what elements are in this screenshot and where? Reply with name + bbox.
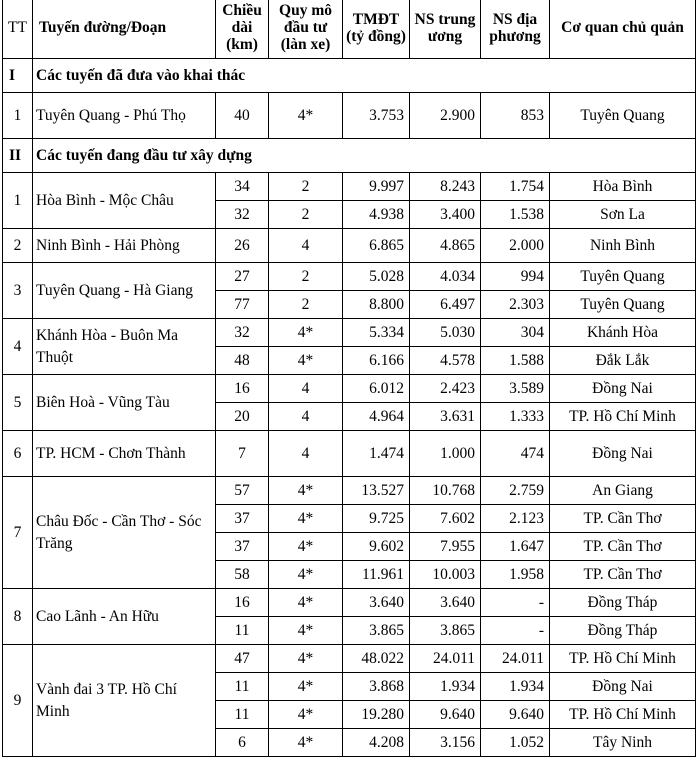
route-name: Cao Lãnh - An Hữu — [33, 589, 216, 645]
tmdt-cell: 3.865 — [343, 617, 410, 645]
scale-cell: 4* — [269, 533, 343, 561]
tmdt-cell: 3.640 — [343, 589, 410, 617]
agency-cell: Tuyên Quang — [550, 263, 696, 291]
tmdt-cell: 4.938 — [343, 201, 410, 229]
ns-central-cell: 24.011 — [410, 645, 481, 673]
header-route: Tuyến đường/Đoạn — [33, 0, 216, 59]
ns-central-cell: 10.003 — [410, 561, 481, 589]
agency-cell: Đồng Nai — [550, 673, 696, 701]
scale-cell: 4* — [269, 477, 343, 505]
row-number: 1 — [3, 93, 33, 139]
length-cell: 34 — [216, 173, 269, 201]
ns-local-cell: 853 — [481, 93, 550, 139]
scale-cell: 4 — [269, 431, 343, 477]
length-cell: 58 — [216, 561, 269, 589]
length-cell: 11 — [216, 701, 269, 729]
length-cell: 11 — [216, 617, 269, 645]
agency-cell: An Giang — [550, 477, 696, 505]
route-name: TP. HCM - Chơn Thành — [33, 431, 216, 477]
length-cell: 48 — [216, 347, 269, 375]
ns-central-cell: 1.000 — [410, 431, 481, 477]
row-number: 9 — [3, 645, 33, 757]
length-cell: 57 — [216, 477, 269, 505]
tmdt-cell: 1.474 — [343, 431, 410, 477]
ns-local-cell: 1.538 — [481, 201, 550, 229]
length-cell: 7 — [216, 431, 269, 477]
ns-central-cell: 7.955 — [410, 533, 481, 561]
header-agency: Cơ quan chủ quản — [550, 0, 696, 59]
section-row — [3, 139, 696, 173]
ns-local-cell: 1.588 — [481, 347, 550, 375]
scale-cell: 4 — [269, 375, 343, 403]
scale-cell: 2 — [269, 263, 343, 291]
ns-central-cell: 4.578 — [410, 347, 481, 375]
ns-central-cell: 3.400 — [410, 201, 481, 229]
section-number: I — [3, 59, 33, 93]
tmdt-cell: 6.166 — [343, 347, 410, 375]
header-ns-local: NS địa phương — [481, 0, 550, 59]
tmdt-cell: 9.725 — [343, 505, 410, 533]
ns-central-cell: 5.030 — [410, 319, 481, 347]
length-cell: 27 — [216, 263, 269, 291]
tmdt-cell: 4.208 — [343, 729, 410, 757]
agency-cell: Hòa Bình — [550, 173, 696, 201]
scale-cell: 4* — [269, 93, 343, 139]
ns-local-cell: - — [481, 589, 550, 617]
tmdt-cell: 13.527 — [343, 477, 410, 505]
row-number: 1 — [3, 173, 33, 229]
agency-cell: Đồng Tháp — [550, 617, 696, 645]
row-number: 2 — [3, 229, 33, 263]
row-number: 4 — [3, 319, 33, 375]
agency-cell: TP. Cần Thơ — [550, 533, 696, 561]
length-cell: 40 — [216, 93, 269, 139]
agency-cell: Đồng Nai — [550, 431, 696, 477]
ns-local-cell: 2.759 — [481, 477, 550, 505]
ns-local-cell: 994 — [481, 263, 550, 291]
section-title: Các tuyến đang đầu tư xây dựng — [33, 139, 696, 173]
ns-central-cell: 10.768 — [410, 477, 481, 505]
scale-cell: 4* — [269, 561, 343, 589]
agency-cell: Đồng Nai — [550, 375, 696, 403]
agency-cell: Sơn La — [550, 201, 696, 229]
section-number: II — [3, 139, 33, 173]
agency-cell: Ninh Bình — [550, 229, 696, 263]
ns-central-cell: 4.865 — [410, 229, 481, 263]
scale-cell: 4 — [269, 403, 343, 431]
ns-local-cell: 9.640 — [481, 701, 550, 729]
agency-cell: TP. Hồ Chí Minh — [550, 403, 696, 431]
ns-local-cell: 1.052 — [481, 729, 550, 757]
tmdt-cell: 5.028 — [343, 263, 410, 291]
tmdt-cell: 3.868 — [343, 673, 410, 701]
tmdt-cell: 6.865 — [343, 229, 410, 263]
table-row — [3, 431, 696, 477]
scale-cell: 4* — [269, 617, 343, 645]
ns-local-cell: 474 — [481, 431, 550, 477]
length-cell: 32 — [216, 201, 269, 229]
ns-local-cell: - — [481, 617, 550, 645]
table-row — [3, 477, 696, 505]
ns-local-cell: 1.647 — [481, 533, 550, 561]
header-row — [3, 0, 696, 59]
tmdt-cell: 9.997 — [343, 173, 410, 201]
length-cell: 16 — [216, 375, 269, 403]
scale-cell: 4* — [269, 701, 343, 729]
scale-cell: 4* — [269, 505, 343, 533]
table-row — [3, 589, 696, 617]
ns-local-cell: 1.754 — [481, 173, 550, 201]
row-number: 7 — [3, 477, 33, 589]
scale-cell: 4* — [269, 319, 343, 347]
table-row — [3, 229, 696, 263]
row-number: 6 — [3, 431, 33, 477]
ns-local-cell: 3.589 — [481, 375, 550, 403]
tmdt-cell: 19.280 — [343, 701, 410, 729]
length-cell: 26 — [216, 229, 269, 263]
scale-cell: 2 — [269, 291, 343, 319]
scale-cell: 4* — [269, 673, 343, 701]
header-tmdt: TMĐT (tỷ đồng) — [343, 0, 410, 59]
agency-cell: Tuyên Quang — [550, 93, 696, 139]
table-row — [3, 375, 696, 403]
ns-local-cell: 1.958 — [481, 561, 550, 589]
length-cell: 6 — [216, 729, 269, 757]
ns-central-cell: 2.900 — [410, 93, 481, 139]
tmdt-cell: 48.022 — [343, 645, 410, 673]
agency-cell: TP. Hồ Chí Minh — [550, 701, 696, 729]
length-cell: 11 — [216, 673, 269, 701]
ns-central-cell: 3.156 — [410, 729, 481, 757]
header-length: Chiều dài (km) — [216, 0, 269, 59]
ns-central-cell: 7.602 — [410, 505, 481, 533]
table-row — [3, 93, 696, 139]
tmdt-cell: 8.800 — [343, 291, 410, 319]
scale-cell: 4* — [269, 347, 343, 375]
ns-central-cell: 6.497 — [410, 291, 481, 319]
route-name: Hòa Bình - Mộc Châu — [33, 173, 216, 229]
row-number: 8 — [3, 589, 33, 645]
route-name: Châu Đốc - Cần Thơ - Sóc Trăng — [33, 477, 216, 589]
row-number: 3 — [3, 263, 33, 319]
ns-local-cell: 2.303 — [481, 291, 550, 319]
agency-cell: TP. Cần Thơ — [550, 561, 696, 589]
ns-central-cell: 8.243 — [410, 173, 481, 201]
agency-cell: TP. Cần Thơ — [550, 505, 696, 533]
scale-cell: 4* — [269, 729, 343, 757]
header-scale: Quy mô đầu tư (làn xe) — [269, 0, 343, 59]
route-name: Khánh Hòa - Buôn Ma Thuột — [33, 319, 216, 375]
tmdt-cell: 4.964 — [343, 403, 410, 431]
ns-central-cell: 4.034 — [410, 263, 481, 291]
scale-cell: 4* — [269, 589, 343, 617]
table-row — [3, 173, 696, 201]
agency-cell: Đắk Lắk — [550, 347, 696, 375]
agency-cell: TP. Hồ Chí Minh — [550, 645, 696, 673]
scale-cell: 4* — [269, 645, 343, 673]
table-row — [3, 645, 696, 673]
scale-cell: 4 — [269, 229, 343, 263]
row-number: 5 — [3, 375, 33, 431]
ns-central-cell: 3.865 — [410, 617, 481, 645]
header-ns-central: NS trung ương — [410, 0, 481, 59]
tmdt-cell: 5.334 — [343, 319, 410, 347]
length-cell: 37 — [216, 533, 269, 561]
tmdt-cell: 3.753 — [343, 93, 410, 139]
route-name: Tuyên Quang - Hà Giang — [33, 263, 216, 319]
route-name: Biên Hoà - Vũng Tàu — [33, 375, 216, 431]
tmdt-cell: 9.602 — [343, 533, 410, 561]
ns-central-cell: 3.640 — [410, 589, 481, 617]
agency-cell: Tây Ninh — [550, 729, 696, 757]
ns-central-cell: 9.640 — [410, 701, 481, 729]
tmdt-cell: 11.961 — [343, 561, 410, 589]
ns-local-cell: 2.123 — [481, 505, 550, 533]
header-tt: TT — [3, 0, 33, 59]
route-name: Tuyên Quang - Phú Thọ — [33, 93, 216, 139]
table-row — [3, 263, 696, 291]
ns-central-cell: 1.934 — [410, 673, 481, 701]
agency-cell: Khánh Hòa — [550, 319, 696, 347]
agency-cell: Đồng Tháp — [550, 589, 696, 617]
tmdt-cell: 6.012 — [343, 375, 410, 403]
table-body — [3, 59, 696, 757]
length-cell: 47 — [216, 645, 269, 673]
expressway-investment-table — [2, 0, 696, 757]
ns-local-cell: 1.934 — [481, 673, 550, 701]
scale-cell: 2 — [269, 173, 343, 201]
length-cell: 37 — [216, 505, 269, 533]
route-name: Ninh Bình - Hải Phòng — [33, 229, 216, 263]
ns-local-cell: 1.333 — [481, 403, 550, 431]
length-cell: 16 — [216, 589, 269, 617]
length-cell: 20 — [216, 403, 269, 431]
length-cell: 77 — [216, 291, 269, 319]
ns-local-cell: 304 — [481, 319, 550, 347]
table-row — [3, 319, 696, 347]
section-title: Các tuyến đã đưa vào khai thác — [33, 59, 696, 93]
route-name: Vành đai 3 TP. Hồ Chí Minh — [33, 645, 216, 757]
ns-central-cell: 3.631 — [410, 403, 481, 431]
scale-cell: 2 — [269, 201, 343, 229]
ns-local-cell: 2.000 — [481, 229, 550, 263]
agency-cell: Tuyên Quang — [550, 291, 696, 319]
ns-central-cell: 2.423 — [410, 375, 481, 403]
section-row — [3, 59, 696, 93]
length-cell: 32 — [216, 319, 269, 347]
ns-local-cell: 24.011 — [481, 645, 550, 673]
